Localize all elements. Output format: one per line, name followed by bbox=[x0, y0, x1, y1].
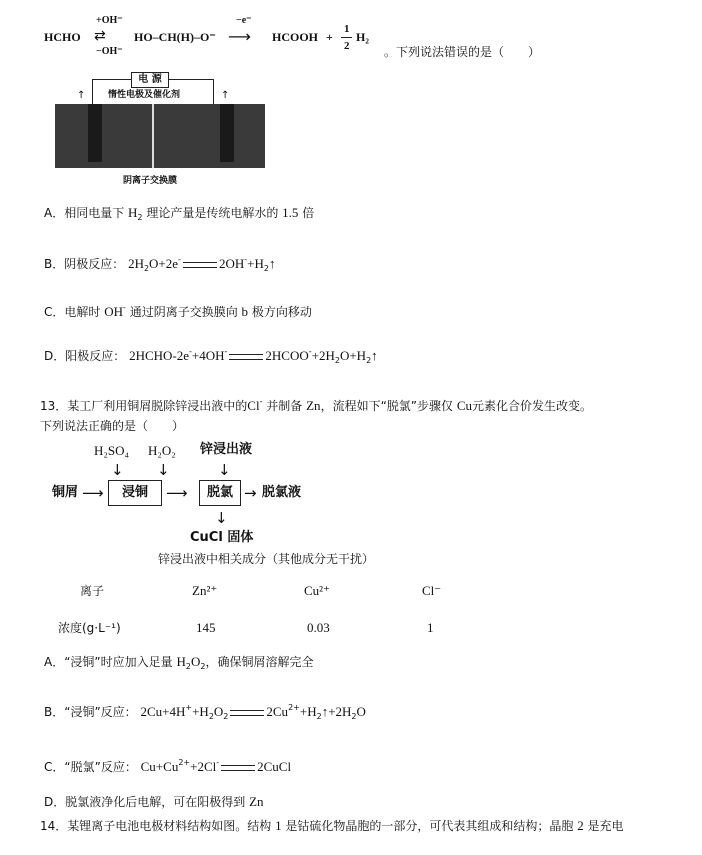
subscript: 2 bbox=[334, 356, 340, 365]
text-segment: O+2e bbox=[149, 256, 179, 271]
q13-stem-2: 下列说法正确的是（ ） bbox=[40, 419, 185, 433]
subscript: 2 bbox=[366, 356, 372, 365]
text-segment: ↑ bbox=[371, 348, 378, 363]
text-segment: 元素化合价发生改变。 bbox=[471, 399, 592, 413]
text-segment: Zn bbox=[249, 794, 264, 809]
gas-arrow-up-icon: ↑ bbox=[77, 90, 86, 101]
table-cell: 0.03 bbox=[307, 620, 330, 635]
text-segment: C．“脱氯”反应： bbox=[44, 760, 141, 774]
superscript: - bbox=[308, 347, 312, 356]
text-segment: B．阴极反应： bbox=[44, 257, 129, 271]
text-segment: Cu+Cu bbox=[140, 759, 179, 774]
superscript: - bbox=[259, 397, 263, 406]
arrow-label-bottom: −OH⁻ bbox=[96, 46, 123, 57]
arrow-right-icon: ⟶ bbox=[228, 27, 251, 46]
text-segment: 2 bbox=[577, 818, 584, 833]
formaldehyde: HCHO bbox=[44, 30, 81, 44]
subscript: 2 bbox=[223, 712, 229, 721]
text-segment: 理论产量是传统电解水的 bbox=[142, 206, 283, 220]
table-header: Cl⁻ bbox=[422, 583, 442, 598]
reagent-h2so4: H₂SO₄ bbox=[94, 443, 130, 458]
arrow-down-icon: ↓ bbox=[111, 461, 124, 479]
superscript: - bbox=[189, 347, 192, 356]
text-segment: ，流程如下“脱氯”步骤仅 bbox=[320, 399, 457, 413]
arrow-down-icon: ↓ bbox=[218, 461, 231, 479]
text-segment: C．电解时 bbox=[44, 305, 105, 319]
q12-option-a[interactable] bbox=[44, 205, 314, 226]
text-segment: +H bbox=[247, 256, 264, 271]
hydrogen: H₂ bbox=[356, 30, 369, 44]
equals-sign bbox=[183, 262, 217, 268]
text-segment: 2HCOO bbox=[265, 348, 309, 363]
row-label: 浓度(g·L⁻¹) bbox=[58, 621, 121, 635]
text-segment: 2H bbox=[128, 256, 144, 271]
electrolyte-tank bbox=[55, 104, 265, 168]
arrow-label-top: +OH⁻ bbox=[96, 15, 123, 26]
table-header: 离子 bbox=[80, 584, 105, 598]
subscript: 2 bbox=[200, 662, 206, 671]
plus: + bbox=[326, 30, 333, 44]
dechlorination-box: 脱氯 bbox=[199, 480, 241, 506]
text-segment: 倍 bbox=[298, 206, 315, 220]
reagent-h2o2: H₂O₂ bbox=[148, 443, 176, 458]
arrow-label: −e⁻ bbox=[236, 15, 252, 26]
question-stem: 。下列说法错误的是（ ） bbox=[384, 45, 541, 59]
electrode-a bbox=[88, 104, 102, 162]
q14-stem bbox=[40, 818, 624, 834]
gas-arrow-up-icon: ↑ bbox=[221, 90, 230, 101]
q12-option-b[interactable] bbox=[44, 252, 275, 277]
text-segment: +2Cl bbox=[190, 759, 217, 774]
q12-option-d[interactable] bbox=[44, 344, 378, 369]
equals-sign bbox=[221, 765, 255, 771]
arrow-right-icon: ⟶ bbox=[166, 484, 188, 502]
text-segment: Zn bbox=[306, 398, 321, 413]
text-segment: D．阳极反应： bbox=[44, 349, 130, 363]
subscript: 2 bbox=[351, 712, 357, 721]
text-segment: O bbox=[356, 704, 366, 719]
text-segment: 1 bbox=[275, 818, 282, 833]
text-segment: 13．某工厂利用铜屑脱除锌浸出液中的 bbox=[40, 399, 248, 413]
equals-sign bbox=[229, 354, 263, 360]
subscript: 2 bbox=[208, 712, 214, 721]
subscript: 2 bbox=[143, 264, 150, 273]
copper-scrap-label: 铜屑 bbox=[52, 485, 79, 500]
text-segment: 2OH bbox=[218, 256, 245, 271]
fraction-den: 2 bbox=[344, 40, 350, 52]
cucl-solid-label: CuCl 固体 bbox=[190, 530, 254, 545]
arrow-right-icon: ⟶ bbox=[82, 484, 104, 502]
text-segment: ↑ bbox=[268, 256, 276, 271]
equilibrium-arrow-icon: ⇄ bbox=[94, 28, 106, 44]
superscript: - bbox=[224, 347, 228, 356]
text-segment: 2Cu bbox=[266, 704, 289, 719]
zinc-leachate-label: 锌浸出液 bbox=[200, 442, 253, 457]
q13-option-b[interactable] bbox=[44, 700, 366, 725]
q13-stem bbox=[40, 394, 592, 414]
text-segment: 1.5 bbox=[282, 205, 299, 220]
subscript: 2 bbox=[137, 213, 143, 222]
text-segment: 2CuCl bbox=[257, 759, 292, 774]
text-segment: B．“浸铜”反应： bbox=[44, 705, 141, 719]
q13-option-d[interactable] bbox=[44, 794, 264, 810]
subscript: 2 bbox=[263, 264, 269, 273]
text-segment: A．相同电量下 bbox=[44, 206, 129, 220]
subscript: 2 bbox=[185, 662, 191, 671]
text-segment: OH bbox=[104, 304, 123, 319]
superscript: + bbox=[185, 703, 193, 712]
superscript: 2+ bbox=[178, 758, 191, 767]
superscript: - bbox=[216, 758, 220, 767]
text-segment: 2HCHO-2e bbox=[129, 348, 189, 363]
text-segment: Cl bbox=[247, 398, 260, 413]
membrane-label: 阴离子交换膜 bbox=[123, 176, 178, 186]
text-segment: 极方向移动 bbox=[248, 305, 312, 319]
q12-option-c[interactable] bbox=[44, 300, 312, 320]
text-segment: H bbox=[128, 205, 138, 220]
arrow-down-icon: ↓ bbox=[157, 461, 170, 479]
subscript: 2 bbox=[316, 712, 322, 721]
dechlor-liquid-label: 脱氯液 bbox=[262, 485, 302, 500]
text-segment: b bbox=[241, 304, 249, 319]
text-segment: 2Cu+4H bbox=[140, 704, 186, 719]
leach-copper-box: 浸铜 bbox=[108, 480, 162, 506]
fraction-num: 1 bbox=[344, 23, 350, 35]
text-segment: +H bbox=[192, 704, 209, 719]
q13-option-a[interactable] bbox=[44, 654, 313, 675]
membrane bbox=[152, 104, 154, 168]
table-header: Cu²⁺ bbox=[304, 583, 330, 598]
text-segment: 通过阴离子交换膜向 bbox=[125, 305, 242, 319]
table-cell: 1 bbox=[427, 620, 434, 635]
text-segment: D．脱氯液净化后电解，可在阳极得到 bbox=[44, 795, 250, 809]
superscript: - bbox=[178, 255, 181, 264]
electrode-label: 惰性电极及催化剂 bbox=[108, 90, 181, 100]
text-segment: Cu bbox=[456, 398, 472, 413]
superscript: 2+ bbox=[288, 703, 300, 712]
intermediate: HO–CH(H)–O⁻ bbox=[134, 30, 216, 44]
q13-option-c[interactable] bbox=[44, 755, 291, 775]
text-segment: 并制备 bbox=[262, 399, 307, 413]
text-segment: ，确保铜屑溶解完全 bbox=[205, 655, 314, 669]
formic-acid: HCOOH bbox=[272, 30, 319, 44]
text-segment: O bbox=[190, 654, 201, 669]
table-cell: 145 bbox=[196, 620, 216, 635]
text-segment: ↑+2H bbox=[321, 704, 352, 719]
text-segment: +2H bbox=[311, 348, 335, 363]
table-header: Zn²⁺ bbox=[192, 583, 218, 598]
fraction-bar bbox=[341, 37, 352, 38]
text-segment: O+H bbox=[339, 348, 367, 363]
text-segment: 是钴硫化物晶胞的一部分，可代表其组成和结构；晶胞 bbox=[281, 819, 578, 833]
table-caption: 锌浸出液中相关成分（其他成分无干扰） bbox=[158, 552, 375, 566]
text-segment: 是充电 bbox=[583, 819, 624, 833]
text-segment: 14．某锂离子电池电极材料结构如图。结构 bbox=[40, 819, 276, 833]
power-source: 电 源 bbox=[131, 72, 169, 88]
superscript: - bbox=[244, 255, 248, 264]
text-segment: +H bbox=[299, 704, 317, 719]
arrow-right-icon: → bbox=[244, 484, 257, 502]
electrode-b bbox=[220, 104, 234, 162]
text-segment: O bbox=[213, 704, 224, 719]
text-segment: +4OH bbox=[191, 348, 225, 363]
superscript: - bbox=[122, 303, 126, 312]
text-segment: A．“浸铜”时应加入足量 bbox=[44, 655, 177, 669]
text-segment: H bbox=[176, 654, 186, 669]
arrow-down-icon: ↓ bbox=[215, 509, 228, 527]
equals-sign bbox=[230, 710, 264, 716]
